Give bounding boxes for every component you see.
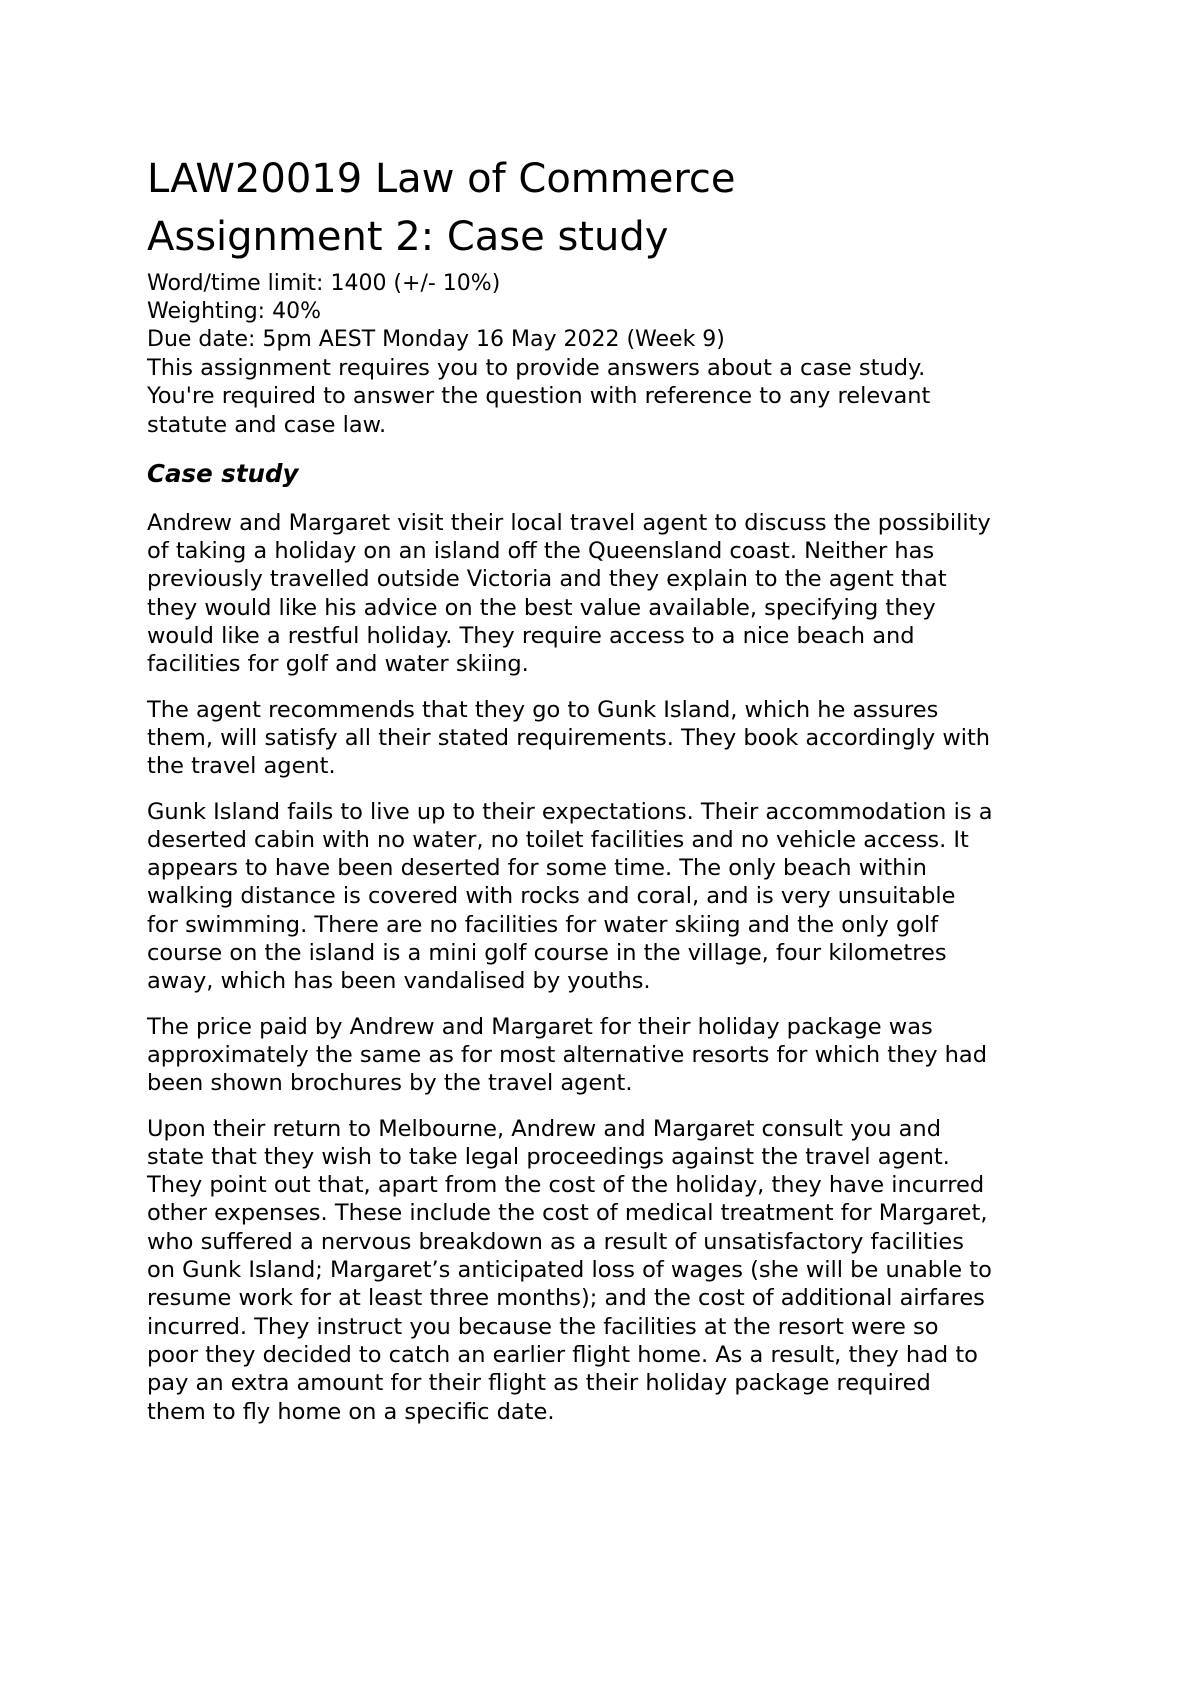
intro-line: You're required to answer the question with reference to any relevant bbox=[147, 383, 931, 410]
case-paragraph-1 bbox=[147, 509, 1082, 679]
title-line-assignment: Assignment 2: Case study bbox=[147, 214, 669, 260]
assignment-meta bbox=[147, 270, 1082, 354]
document-page bbox=[147, 150, 1082, 1443]
meta-weighting: Weighting: 40% bbox=[147, 299, 321, 324]
paragraph-line: previously travelled outside Victoria and they explain to the agent that bbox=[147, 566, 947, 593]
meta-due-date: Due date: 5pm AEST Monday 16 May 2022 (Week 9) bbox=[147, 327, 725, 352]
paragraph-line: approximately the same as for most alternative resorts for which they had bbox=[147, 1041, 988, 1068]
paragraph-line: appears to have been deserted for some time. The only beach within bbox=[147, 855, 927, 882]
paragraph-line: The agent recommends that they go to Gunk Island, which he assures bbox=[147, 696, 939, 723]
paragraph-line: them to fly home on a specific date. bbox=[147, 1398, 555, 1425]
paragraph-line: of taking a holiday on an island off the Queensland coast. Neither has bbox=[147, 538, 935, 565]
paragraph-line: incurred. They instruct you because the facilities at the resort were so bbox=[147, 1313, 939, 1340]
title-line-course: LAW20019 Law of Commerce bbox=[147, 156, 736, 202]
intro-line: statute and case law. bbox=[147, 411, 387, 438]
paragraph-line: deserted cabin with no water, no toilet facilities and no vehicle access. It bbox=[147, 826, 969, 853]
paragraph-line: walking distance is covered with rocks and coral, and is very unsuitable bbox=[147, 883, 956, 910]
paragraph-line: Andrew and Margaret visit their local travel agent to discuss the possibility bbox=[147, 509, 991, 536]
paragraph-line: resume work for at least three months); and the cost of additional airfares bbox=[147, 1285, 985, 1312]
paragraph-line: they would like his advice on the best value available, specifying they bbox=[147, 594, 936, 621]
paragraph-line: other expenses. These include the cost of medical treatment for Margaret, bbox=[147, 1200, 988, 1227]
case-paragraph-2 bbox=[147, 696, 1082, 781]
paragraph-line: state that they wish to take legal proceedings against the travel agent. bbox=[147, 1143, 950, 1170]
paragraph-line: Upon their return to Melbourne, Andrew and Margaret consult you and bbox=[147, 1115, 941, 1142]
paragraph-line: They point out that, apart from the cost of the holiday, they have incurred bbox=[147, 1172, 985, 1199]
intro-line: This assignment requires you to provide answers about a case study. bbox=[147, 355, 926, 381]
paragraph-line: who suffered a nervous breakdown as a result of unsatisfactory facilities bbox=[147, 1228, 964, 1255]
paragraph-line: poor they decided to catch an earlier flight home. As a result, they had to bbox=[147, 1341, 978, 1368]
paragraph-line: the travel agent. bbox=[147, 753, 336, 780]
paragraph-line: Gunk Island fails to live up to their expectations. Their accommodation is a bbox=[147, 798, 993, 825]
meta-word-limit: Word/time limit: 1400 (+/- 10%) bbox=[147, 271, 501, 296]
paragraph-line: them, will satisfy all their stated requirements. They book accordingly with bbox=[147, 724, 991, 751]
document-title bbox=[147, 150, 1082, 266]
intro-paragraph bbox=[147, 354, 1082, 439]
section-heading-case-study: Case study bbox=[147, 458, 299, 488]
paragraph-line: away, which has been vandalised by youths. bbox=[147, 968, 651, 995]
case-paragraph-3 bbox=[147, 798, 1082, 996]
paragraph-line: The price paid by Andrew and Margaret for their holiday package was bbox=[147, 1013, 933, 1040]
paragraph-line: would like a restful holiday. They require access to a nice beach and bbox=[147, 623, 915, 650]
paragraph-line: for swimming. There are no facilities for water skiing and the only golf bbox=[147, 911, 939, 938]
paragraph-line: been shown brochures by the travel agent. bbox=[147, 1070, 633, 1097]
paragraph-line: facilities for golf and water skiing. bbox=[147, 651, 529, 678]
case-paragraph-4 bbox=[147, 1013, 1082, 1098]
paragraph-line: pay an extra amount for their flight as their holiday package required bbox=[147, 1370, 931, 1397]
case-paragraph-5 bbox=[147, 1115, 1082, 1426]
paragraph-line: on Gunk Island; Margaret’s anticipated loss of wages (she will be unable to bbox=[147, 1257, 992, 1284]
paragraph-line: course on the island is a mini golf course in the village, four kilometres bbox=[147, 940, 947, 967]
